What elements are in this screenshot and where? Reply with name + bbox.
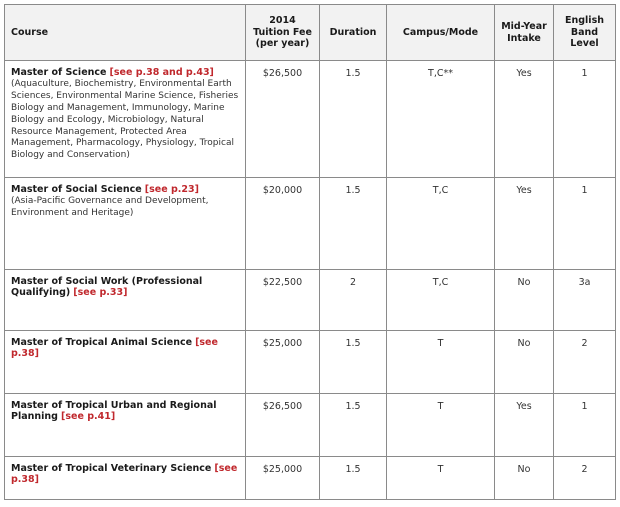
course-title: Master of Tropical Urban and Regional Planning	[11, 400, 217, 423]
english-band-cell: 2	[554, 331, 616, 394]
header-english-label-3: Level	[570, 38, 599, 50]
course-title: Master of Social Science	[11, 184, 142, 195]
english-band-cell: 3a	[554, 270, 616, 331]
tuition-fee-cell: $20,000	[246, 178, 320, 270]
mid-year-intake-cell: No	[495, 457, 554, 500]
header-midyear-label-2: Intake	[507, 32, 541, 44]
duration-cell: 1.5	[320, 61, 387, 178]
course-cell	[5, 331, 246, 394]
header-course-label: Course	[11, 26, 49, 38]
course-title: Master of Tropical Veterinary Science	[11, 463, 212, 474]
tuition-fee-cell: $25,000	[246, 457, 320, 500]
english-band-cell: 2	[554, 457, 616, 500]
course-table	[4, 4, 616, 500]
table-header-row	[5, 5, 616, 61]
campus-mode-cell: T,C	[387, 178, 495, 270]
campus-mode-cell: T,C	[387, 270, 495, 331]
header-duration-label: Duration	[329, 26, 377, 38]
tuition-fee-cell: $22,500	[246, 270, 320, 331]
table-row	[5, 178, 616, 270]
tuition-fee-cell: $26,500	[246, 61, 320, 178]
mid-year-intake-cell: Yes	[495, 178, 554, 270]
mid-year-intake-cell: Yes	[495, 61, 554, 178]
header-mid-year-intake	[495, 5, 554, 61]
table-row	[5, 331, 616, 394]
course-specialisations: (Asia-Pacific Governance and Development, Environment and Heritage)	[11, 196, 209, 219]
course-page-reference: [see p.23]	[144, 184, 199, 195]
header-course	[5, 5, 246, 61]
header-midyear-label-1: Mid-Year	[501, 21, 547, 33]
course-cell	[5, 178, 246, 270]
duration-cell: 1.5	[320, 394, 387, 457]
table-row	[5, 61, 616, 178]
course-title: Master of Social Work (Professional Qualifying)	[11, 276, 203, 299]
header-campus-mode-label: Campus/Mode	[402, 26, 479, 38]
mid-year-intake-cell: No	[495, 331, 554, 394]
course-page-reference: [see p.38]	[11, 337, 218, 360]
duration-cell: 2	[320, 270, 387, 331]
campus-mode-cell: T	[387, 331, 495, 394]
duration-cell: 1.5	[320, 457, 387, 500]
header-tuition-year: 2014	[269, 15, 296, 27]
course-cell	[5, 457, 246, 500]
course-title: Master of Science	[11, 67, 107, 78]
english-band-cell: 1	[554, 178, 616, 270]
course-page-reference: [see p.41]	[61, 411, 116, 423]
course-page-reference: [see p.38]	[11, 463, 238, 486]
course-cell	[5, 394, 246, 457]
tuition-fee-cell: $26,500	[246, 394, 320, 457]
header-campus-mode	[387, 5, 495, 61]
course-page-reference: [see p.38 and p.43]	[109, 67, 214, 78]
campus-mode-cell: T	[387, 457, 495, 500]
table-row	[5, 270, 616, 331]
tuition-fee-cell: $25,000	[246, 331, 320, 394]
header-english-band-level	[554, 5, 616, 61]
header-tuition-label: Tuition Fee	[253, 26, 312, 38]
duration-cell: 1.5	[320, 178, 387, 270]
course-specialisations: (Aquaculture, Biochemistry, Environmental Earth Sciences, Environmental Marine Science, Fisheries Biology and Management, Immunology, Marine Biology and Ecology, Microbiology, Natural Resource Management, Protected Area Management, Pharmacology, Physiology, Tropical Biology and Conservation)	[11, 79, 239, 161]
course-page-reference: [see p.33]	[73, 287, 128, 299]
table-row	[5, 457, 616, 500]
header-english-label-2: Band	[570, 26, 599, 38]
campus-mode-cell: T,C**	[387, 61, 495, 178]
header-tuition-fee	[246, 5, 320, 61]
english-band-cell: 1	[554, 394, 616, 457]
header-tuition-period: (per year)	[255, 38, 310, 50]
header-english-label-1: English	[565, 15, 604, 27]
campus-mode-cell: T	[387, 394, 495, 457]
english-band-cell: 1	[554, 61, 616, 178]
duration-cell: 1.5	[320, 331, 387, 394]
mid-year-intake-cell: Yes	[495, 394, 554, 457]
course-cell	[5, 270, 246, 331]
course-cell	[5, 61, 246, 178]
header-duration	[320, 5, 387, 61]
table-row	[5, 394, 616, 457]
course-title: Master of Tropical Animal Science	[11, 337, 193, 348]
mid-year-intake-cell: No	[495, 270, 554, 331]
